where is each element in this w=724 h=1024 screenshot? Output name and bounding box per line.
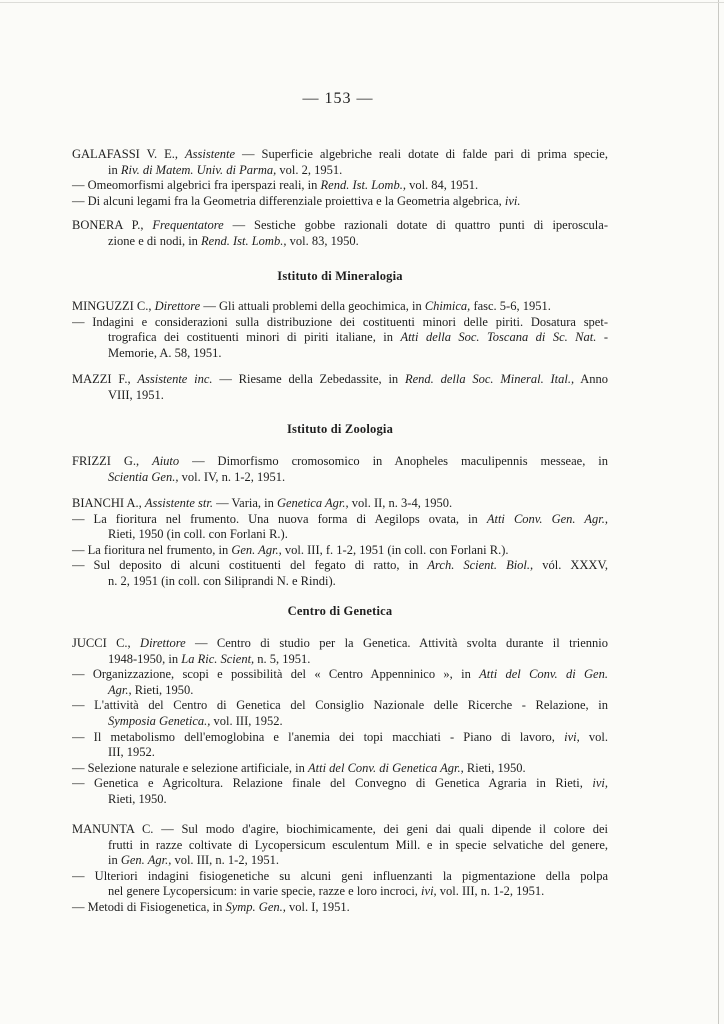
text: — Ulteriori indagini fisiogenetiche su alcuni geni influenzanti la pigmentazione della polpa <box>72 868 608 883</box>
citation-line <box>72 776 608 792</box>
italic-title: Rend. Ist. Lomb., <box>320 178 406 193</box>
text: n. 2, 1951 (in coll. con Siliprandi N. e Rindi). <box>108 573 336 588</box>
italic-title: Scientia Gen., <box>108 469 179 484</box>
citation-line <box>72 853 608 869</box>
text: in <box>108 162 121 177</box>
text: — L'attività del Centro di Genetica del Consiglio Nazionale delle Ricerche - Relazione, in <box>72 698 608 713</box>
text: vól. XXXV, <box>533 558 608 573</box>
text: vol. II, n. 3-4, 1950. <box>348 496 453 510</box>
text: trografica dei costituenti minori di piriti italiane, in <box>108 330 401 345</box>
italic-title: Atti della Soc. Toscana di Sc. Nat. <box>400 330 597 345</box>
bibliography-entry <box>72 822 608 916</box>
text: vol. III, n. 1-2, 1951. <box>436 884 545 899</box>
citation <box>72 299 608 315</box>
text: — Gli attuali problemi della geochimica, in <box>200 299 425 313</box>
italic-title: Symp. Gen., <box>225 899 286 914</box>
citation-line <box>72 636 608 652</box>
text: FRIZZI G., <box>72 454 153 468</box>
citation-line <box>72 346 608 362</box>
italic-title: Direttore <box>140 636 186 650</box>
italic-title: Rend. Ist. Lomb., <box>201 233 287 248</box>
bibliography-entry <box>72 496 608 590</box>
text: vol. <box>579 729 608 744</box>
text: Anno <box>574 372 608 386</box>
text: — Organizzazione, scopi e possibilità del « Centro Appenninico », in <box>72 667 480 682</box>
italic-title: Assistente <box>185 147 236 161</box>
text: — Riesame della Zebedassite, in <box>212 372 405 386</box>
citation-line <box>72 698 608 714</box>
italic-title: ivi, <box>592 776 608 791</box>
text: — Centro di studio per la Genetica. Attività svolta durante il triennio <box>185 636 608 650</box>
citation <box>72 869 608 900</box>
citation-line <box>72 761 608 777</box>
citation-line <box>72 714 608 730</box>
text: Memorie, A. 58, 1951. <box>108 345 222 360</box>
text: — Sul deposito di alcuni costituenti del fegato di ratto, in <box>72 558 428 573</box>
italic-title: Atti Conv. Gen. Agr., <box>486 511 608 526</box>
citation <box>72 194 608 210</box>
bibliography-entry <box>72 218 608 249</box>
text: nel genere Lycopersicum: in varie specie, razze e loro incroci, <box>108 884 422 899</box>
citation-line <box>72 234 608 250</box>
citation-line <box>72 558 608 574</box>
citation-line <box>72 792 608 808</box>
scan-edge <box>718 0 719 1024</box>
text: vol. III, n. 1-2, 1951. <box>171 853 279 868</box>
text: frutti in razze coltivate di Lycopersicum esculentum Mill. e in specie selvatiche del genere, <box>108 837 608 852</box>
text: VIII, 1951. <box>108 387 164 402</box>
text: fasc. 5-6, 1951. <box>470 299 551 313</box>
citation-line <box>72 163 608 179</box>
citation-line <box>72 527 608 543</box>
text: — Varia, in <box>212 496 277 510</box>
citation-line <box>72 730 608 746</box>
text: — Metodi di Fisiogenetica, in <box>72 899 226 914</box>
bibliography-entry <box>72 454 608 485</box>
section-heading: Istituto di Mineralogia <box>277 269 403 283</box>
italic-title: Symposia Genetica., <box>108 713 211 728</box>
citation-line <box>72 330 608 346</box>
italic-title: Gen. Agr., <box>231 542 282 557</box>
text: vol. 83, 1950. <box>286 233 359 248</box>
text: vol. I, 1951. <box>285 899 350 914</box>
text: MINGUZZI C., <box>72 299 155 313</box>
text: III, 1952. <box>108 745 155 760</box>
italic-title: Agr., <box>108 682 132 697</box>
citation <box>72 900 608 916</box>
text: BONERA P., <box>72 218 153 232</box>
italic-title: ivi. <box>504 193 521 208</box>
italic-title: Riv. di Matem. Univ. di Parma, <box>120 162 277 177</box>
citation <box>72 218 608 249</box>
citation-line <box>72 574 608 590</box>
citation <box>72 698 608 729</box>
citation-line <box>72 652 608 668</box>
citation <box>72 822 608 869</box>
bibliography-entry <box>72 147 608 209</box>
text: — Selezione naturale e selezione artificiale, in <box>72 760 308 775</box>
citation-line <box>72 667 608 683</box>
citation-line <box>72 147 608 163</box>
bibliography-entry <box>72 372 608 403</box>
text: MAZZI F., <box>72 372 138 386</box>
citation-line <box>72 900 608 916</box>
citation <box>72 315 608 362</box>
citation-line <box>72 470 608 486</box>
italic-title: Frequentatore <box>152 218 224 232</box>
citation <box>72 730 608 761</box>
text: 1948-1950, in <box>108 651 182 666</box>
text: — Dimorfismo cromosomico in Anopheles maculipennis messeae, in <box>179 454 608 468</box>
text: — Il metabolismo dell'emoglobina e l'anemia dei topi macchiati - Piano di lavoro, <box>72 729 565 744</box>
citation-line <box>72 496 608 512</box>
text: zione e di nodi, in <box>108 233 202 248</box>
citation-line <box>72 194 608 210</box>
page-number: — 153 — <box>302 90 374 107</box>
bibliography-entry <box>72 636 608 808</box>
citation <box>72 454 608 485</box>
citation-line <box>72 512 608 528</box>
text: in <box>108 853 121 868</box>
citation <box>72 372 608 403</box>
text: Rieti, 1950 (in coll. con Forlani R.). <box>108 527 288 542</box>
text: BIANCHI A., <box>72 496 145 510</box>
italic-title: ivi, <box>421 884 437 899</box>
citation-line <box>72 838 608 854</box>
citation <box>72 543 608 559</box>
text: — La fioritura nel frumento, in <box>72 542 232 557</box>
italic-title: Assistente inc. <box>137 372 213 386</box>
text: — Genetica e Agricoltura. Relazione finale del Convegno di Genetica Agraria in Rieti, <box>72 776 593 791</box>
citation-line <box>72 822 608 838</box>
citation <box>72 178 608 194</box>
citation-line <box>72 745 608 761</box>
text: vol. 84, 1951. <box>405 178 479 193</box>
italic-title: Arch. Scient. Biol., <box>427 558 534 573</box>
text: — Di alcuni legami fra la Geometria differenziale proiettiva e la Geometria algebrica, <box>72 193 505 208</box>
text: vol. III, f. 1-2, 1951 (in coll. con Forlani R.). <box>281 542 509 557</box>
italic-title: Assistente str. <box>144 496 213 510</box>
text: - <box>596 330 608 345</box>
italic-title: ivi, <box>564 729 580 744</box>
citation-line <box>72 372 608 388</box>
citation-line <box>72 315 608 331</box>
italic-title: Gen. Agr., <box>120 853 172 868</box>
section-heading: Istituto di Zoologia <box>286 422 394 436</box>
text: vol. 2, 1951. <box>276 162 343 177</box>
citation <box>72 776 608 807</box>
text: vol. IV, n. 1-2, 1951. <box>178 469 286 484</box>
citation <box>72 512 608 543</box>
text: MANUNTA C. — Sul modo d'agire, biochimicamente, dei geni dai quali dipende il colore dei <box>72 822 608 836</box>
section-heading: Centro di Genetica <box>287 604 393 618</box>
citation-line <box>72 178 608 194</box>
italic-title: Atti del Conv. di Genetica Agr., <box>308 760 464 775</box>
text: vol. III, 1952. <box>210 713 283 728</box>
italic-title: Genetica Agr., <box>276 496 349 510</box>
citation-line <box>72 683 608 699</box>
bibliography-entry <box>72 299 608 361</box>
text: — Indagini e considerazioni sulla distribuzione dei costituenti minori delle piriti. Dosatura spet- <box>72 314 608 329</box>
citation <box>72 558 608 589</box>
italic-title: Rend. della Soc. Mineral. Ital., <box>404 372 575 386</box>
italic-title: Atti del Conv. di Gen. <box>479 667 608 682</box>
text: Rieti, 1950. <box>108 791 167 806</box>
citation-line <box>72 884 608 900</box>
italic-title: La Ric. Scient, <box>181 651 255 666</box>
text: Rieti, 1950. <box>131 682 194 697</box>
text: Rieti, 1950. <box>463 760 526 775</box>
text: — La fioritura nel frumento. Una nuova forma di Aegilops ovata, in <box>72 511 487 526</box>
italic-title: Chimica, <box>424 299 471 313</box>
citation-line <box>72 299 608 315</box>
citation-line <box>72 869 608 885</box>
citation-line <box>72 388 608 404</box>
citation <box>72 496 608 512</box>
text: GALAFASSI V. E., <box>72 147 186 161</box>
text: JUCCI C., <box>72 636 141 650</box>
citation <box>72 667 608 698</box>
citation-line <box>72 454 608 470</box>
scan-edge-top <box>0 2 724 3</box>
citation <box>72 636 608 667</box>
text: — Superficie algebriche reali dotate di falde pari di prima specie, <box>235 147 608 161</box>
italic-title: Aiuto <box>152 454 180 468</box>
citation-line <box>72 543 608 559</box>
italic-title: Direttore <box>154 299 201 313</box>
citation <box>72 147 608 178</box>
citation-line <box>72 218 608 234</box>
citation <box>72 761 608 777</box>
text: n. 5, 1951. <box>254 651 311 666</box>
text: — Omeomorfismi algebrici fra iperspazi reali, in <box>72 178 321 193</box>
text: — Sestiche gobbe razionali dotate di quattro punti di iperoscula- <box>223 218 608 232</box>
